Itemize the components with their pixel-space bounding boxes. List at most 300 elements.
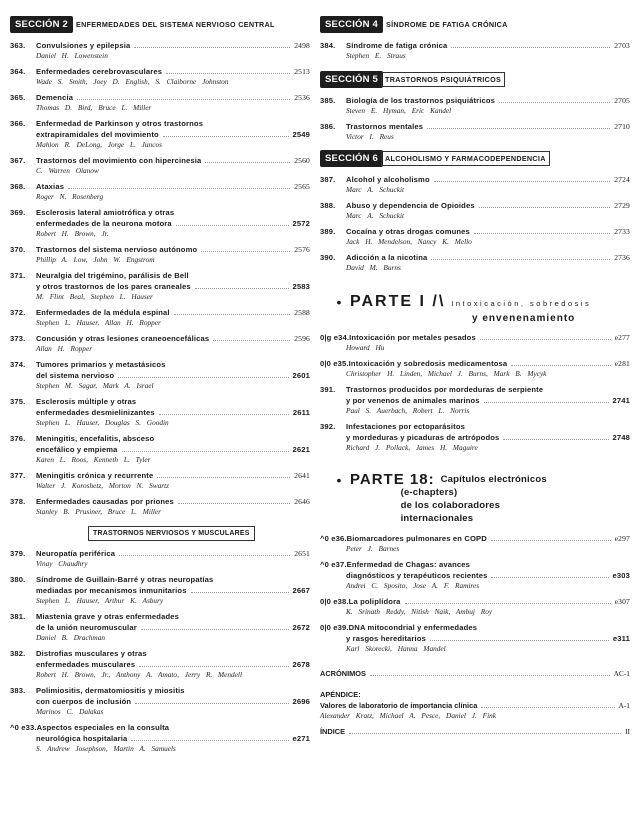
chapter-number: 384.	[320, 41, 336, 50]
chapter-title: Abuso y dependencia de Opioides	[346, 201, 475, 210]
dot-leader	[131, 740, 288, 741]
chapter-title: enfermedades desmielinizantes	[36, 408, 155, 417]
left-column	[10, 14, 310, 759]
toc-entry[interactable]	[320, 252, 630, 273]
chapter-title: Esclerosis múltiple y otras	[36, 397, 137, 406]
page-number: e277	[614, 333, 630, 342]
toc-entry-line	[320, 622, 630, 633]
toc-entry[interactable]	[10, 155, 310, 176]
subsection-title: TRASTORNOS NERVIOSOS Y MUSCULARES	[88, 526, 255, 541]
section-2-header	[10, 14, 310, 34]
chapter-authors: Paul S. Auerbach, Robert L. Norris	[346, 406, 470, 415]
toc-entry[interactable]	[10, 359, 310, 391]
dot-leader	[511, 365, 610, 366]
chapter-title: y rasgos hereditarios	[346, 634, 426, 643]
toc-list-section-6	[320, 174, 630, 273]
dot-leader	[176, 225, 289, 226]
chapter-title: Meningitis crónica y recurrente	[36, 471, 154, 480]
toc-entry[interactable]	[320, 559, 630, 591]
part-subtitle-line: internacionales	[400, 513, 474, 524]
chapter-authors: Andrei C. Sposito, Jose A. F. Ramires	[346, 581, 480, 590]
chapter-authors: Karen L. Roos, Kenneth L. Tyler	[36, 455, 151, 464]
chapter-title: Trastornos del movimiento con hipercinesia	[36, 156, 202, 165]
chapter-authors: Richard J. Pollack, James H. Maguire	[346, 443, 478, 452]
chapter-authors: Karl Skorecki, Hanna Mandel	[346, 644, 446, 653]
chapter-authors: Robert H. Brown, Jr.	[36, 229, 109, 238]
chapter-title: Intoxicación por metales pesados	[349, 333, 476, 342]
toc-entry[interactable]	[10, 496, 310, 517]
chapter-title: Adicción a la nicotina	[346, 253, 428, 262]
page-number: 2678	[292, 660, 310, 669]
chapter-number: 375.	[10, 397, 26, 406]
toc-entry[interactable]	[320, 226, 630, 247]
page-number: 2703	[614, 41, 630, 50]
chapter-title: Enfermedades de la médula espinal	[36, 308, 170, 317]
chapter-authors: Stephen L. Hauser, Arthur K. Asbury	[36, 596, 164, 605]
chapter-number: ^0 e37.	[320, 560, 347, 569]
dot-leader	[159, 414, 289, 415]
chapter-number: 365.	[10, 93, 26, 102]
toc-entry[interactable]	[10, 470, 310, 491]
dot-leader	[431, 259, 610, 260]
chapter-title: Neuralgia del trigémino, parálisis de Bell	[36, 271, 189, 280]
section-title: SÍNDROME DE FATIGA CRÓNICA	[386, 19, 508, 29]
chapter-title: y por venenos de animales marinos	[346, 396, 480, 405]
page-number: e307	[614, 597, 630, 606]
toc-entry[interactable]	[10, 574, 310, 606]
chapter-number: 366.	[10, 119, 26, 128]
chapter-number: 391.	[320, 385, 336, 394]
toc-entry-line	[320, 252, 630, 263]
toc-entry-line	[10, 585, 310, 596]
toc-entry-line	[10, 574, 310, 585]
part-subtitle-line: de los colaboradores	[400, 500, 501, 511]
chapter-title: Infestaciones por ectoparásitos	[346, 422, 466, 431]
toc-entry-line	[320, 384, 630, 395]
right-column	[320, 14, 630, 737]
dot-leader	[503, 439, 608, 440]
chapter-authors: Howard Hu	[346, 343, 385, 352]
toc-entry-line	[10, 40, 310, 51]
dot-leader	[480, 339, 611, 340]
toc-entry-line	[10, 307, 310, 318]
part-title: PARTE 18:	[350, 471, 435, 488]
dot-leader	[195, 288, 289, 289]
chapter-title: Miastenia grave y otras enfermedades	[36, 612, 179, 621]
toc-entry-line	[10, 611, 310, 622]
chapter-authors: Daniel B. Drachman	[36, 633, 106, 642]
chapter-title: Polimiositis, dermatomiositis y miositis	[36, 686, 185, 695]
chapter-authors: S. Andrew Josephson, Martin A. Samuels	[36, 744, 176, 753]
chapter-authors: Marinos C. Dalakas	[36, 707, 104, 716]
toc-label: ÍNDICE	[320, 727, 346, 736]
page-number: 2729	[614, 201, 630, 210]
chapter-number: ^0 e36.	[320, 534, 347, 543]
chapter-number: 0|0 e35.	[320, 359, 349, 368]
page-number: 2583	[292, 282, 310, 291]
chapter-authors: Robert H. Brown, Jr., Anthony A. Amato, Jerry R. Mendell	[36, 670, 242, 679]
toc-entry-line	[10, 92, 310, 103]
chapter-title: enfermedades musculares	[36, 660, 136, 669]
page-number: 2651	[294, 549, 310, 558]
chapter-title: Distrofias musculares y otras	[36, 649, 147, 658]
chapter-title: Demencia	[36, 93, 74, 102]
dot-leader	[499, 102, 610, 103]
dot-leader	[166, 73, 290, 74]
toc-indice[interactable]	[320, 726, 630, 737]
toc-entry[interactable]	[10, 270, 310, 302]
toc-entry-line	[10, 696, 310, 707]
toc-list-section-4	[320, 40, 630, 61]
dot-leader	[77, 99, 290, 100]
toc-entry[interactable]	[320, 121, 630, 142]
toc-entry-line	[10, 685, 310, 696]
page-number: 2565	[294, 182, 310, 191]
toc-entry[interactable]	[10, 244, 310, 265]
page-number: 2536	[294, 93, 310, 102]
toc-entry-line	[320, 395, 630, 406]
toc-label: APÉNDICE:	[320, 690, 361, 699]
chapter-title: Trastornos mentales	[346, 122, 424, 131]
chapter-number: 381.	[10, 612, 26, 621]
chapter-title: Neuropatía periférica	[36, 549, 116, 558]
chapter-title: neurológica hospitalaria	[36, 734, 128, 743]
toc-entry-line	[320, 533, 630, 544]
chapter-title: Síndrome de Guillain-Barré y otras neuropatías	[36, 575, 214, 584]
dot-leader	[141, 629, 289, 630]
toc-entry-line	[320, 95, 630, 106]
chapter-number: 382.	[10, 649, 26, 658]
chapter-authors: Steven E. Hyman, Eric Kandel	[346, 106, 452, 115]
chapter-authors: Stanley B. Prusiner, Bruce L. Miller	[36, 507, 161, 516]
toc-apendice-label	[320, 689, 630, 700]
toc-entry[interactable]	[10, 648, 310, 680]
toc-entry-line	[320, 596, 630, 607]
chapter-title: Alcohol y alcoholismo	[346, 175, 430, 184]
chapter-authors: Vinay Chaudhry	[36, 559, 88, 568]
dot-leader	[405, 603, 611, 604]
toc-entry-line	[10, 181, 310, 192]
toc-page: A-1	[618, 701, 630, 710]
chapter-title: Cocaína y otras drogas comunes	[346, 227, 470, 236]
toc-entry[interactable]	[10, 685, 310, 717]
chapter-number: 367.	[10, 156, 26, 165]
toc-entry[interactable]	[320, 200, 630, 221]
page-number: 2710	[614, 122, 630, 131]
dot-leader	[491, 540, 611, 541]
toc-list-part-18	[320, 533, 630, 654]
toc-entry[interactable]	[10, 66, 310, 87]
part-subtitle: Intoxicación, sobredosis	[451, 299, 592, 308]
chapter-authors: Jack H. Mendelson, Nancy K. Mello	[346, 237, 472, 246]
chapter-title: Meningitis, encefalitis, absceso	[36, 434, 155, 443]
back-matter	[320, 668, 630, 737]
toc-authors: Alexander Kratz, Michael A. Pesce, Daniel J. Fink	[320, 711, 496, 720]
dot-leader	[491, 577, 608, 578]
toc-entry-line	[10, 444, 310, 455]
toc-entry[interactable]	[10, 118, 310, 150]
toc-entry-line	[320, 421, 630, 432]
page-number: 2672	[292, 623, 310, 632]
chapter-authors: Marc A. Schuckit	[346, 185, 405, 194]
toc-entry[interactable]	[320, 596, 630, 617]
toc-entry-line	[10, 648, 310, 659]
dot-leader	[213, 340, 290, 341]
chapter-authors: Allan H. Ropper	[36, 344, 93, 353]
dot-leader	[427, 128, 610, 129]
chapter-authors: M. Flint Beal, Stephen L. Hauser	[36, 292, 153, 301]
chapter-number: 392.	[320, 422, 336, 431]
page-number: e281	[614, 359, 630, 368]
chapter-title: extrapiramidales del movimiento	[36, 130, 159, 139]
chapter-title: DNA mitocondrial y enfermedades	[348, 623, 478, 632]
toc-entry[interactable]	[320, 40, 630, 61]
chapter-title: Enfermedades cerebrovasculares	[36, 67, 163, 76]
chapter-authors: Daniel H. Lowenstein	[36, 51, 108, 60]
chapter-title: Biomarcadores pulmonares en COPD	[346, 534, 487, 543]
chapter-authors: Wade S. Smith, Joey D. English, S. Claiborne Johnston	[36, 77, 229, 86]
dot-leader	[174, 314, 291, 315]
toc-page: AC-1	[613, 669, 630, 678]
chapter-title: Enfermedad de Chagas: avances	[346, 560, 470, 569]
toc-list-neuromuscular	[10, 548, 310, 754]
chapter-title: enfermedades de la neurona motora	[36, 219, 172, 228]
chapter-authors: Phillip A. Low, John W. Engstrom	[36, 255, 155, 264]
toc-entry-line	[10, 244, 310, 255]
chapter-authors: Victor I. Reus	[346, 132, 394, 141]
chapter-number: 377.	[10, 471, 26, 480]
page-number: 2641	[294, 471, 310, 480]
chapter-title: y otros trastornos de los pares craneales	[36, 282, 191, 291]
chapter-title: del sistema nervioso	[36, 371, 115, 380]
chapter-number: 386.	[320, 122, 336, 131]
toc-entry-line	[10, 129, 310, 140]
bullet-icon: •	[336, 294, 342, 310]
page-number: 2741	[612, 396, 630, 405]
toc-entry-line	[320, 200, 630, 211]
toc-entry-line	[10, 433, 310, 444]
page-number: 2705	[614, 96, 630, 105]
toc-entry-line	[320, 226, 630, 237]
toc-label: ACRÓNIMOS	[320, 669, 366, 678]
chapter-title: Trastornos del sistema nervioso autónomo	[36, 245, 198, 254]
page-number: 2736	[614, 253, 630, 262]
chapter-title: Enfermedad de Parkinson y otros trastornos	[36, 119, 204, 128]
chapter-title: Trastornos producidos por mordeduras de serpiente	[346, 385, 544, 394]
toc-entry-line	[10, 407, 310, 418]
chapter-authors: Thomas D. Bird, Bruce L. Miller	[36, 103, 152, 112]
toc-entry-line	[10, 659, 310, 670]
part-subtitle-line: (e-chapters)	[400, 487, 458, 498]
part-18-header	[320, 471, 630, 525]
page-number: 2733	[614, 227, 630, 236]
page-number: 2572	[292, 219, 310, 228]
toc-list-part-17	[320, 332, 630, 453]
chapter-number: ^0 e33.	[10, 723, 37, 732]
part-title: PARTE I /\	[350, 293, 446, 310]
chapter-authors: Stephen L. Hauser, Douglas S. Goodin	[36, 418, 169, 427]
part-subtitle-2: y envenenamiento	[472, 313, 576, 324]
chapter-title: Biología de los trastornos psiquiátricos	[346, 96, 496, 105]
section-badge: SECCIÓN 5	[320, 71, 383, 88]
dot-leader	[178, 503, 290, 504]
toc-entry-line	[320, 332, 630, 343]
section-badge: SECCIÓN 6	[320, 150, 383, 167]
dot-leader	[201, 251, 290, 252]
toc-entry[interactable]	[320, 174, 630, 195]
page-number: 2696	[292, 697, 310, 706]
page-number: 2560	[294, 156, 310, 165]
dot-leader	[157, 477, 290, 478]
toc-entry-line	[320, 570, 630, 581]
chapter-number: 372.	[10, 308, 26, 317]
toc-entry[interactable]	[10, 92, 310, 113]
dot-leader	[451, 47, 610, 48]
toc-entry-line	[10, 722, 310, 733]
toc-entry[interactable]	[320, 95, 630, 116]
chapter-title: Esclerosis lateral amiotrófica y otras	[36, 208, 175, 217]
chapter-authors: Marc A. Schuckit	[346, 211, 405, 220]
chapter-title: diagnósticos y terapéuticos recientes	[346, 571, 488, 580]
chapter-authors: Roger N. Rosenberg	[36, 192, 104, 201]
toc-entry[interactable]	[10, 207, 310, 239]
chapter-number: 0|g e34.	[320, 333, 350, 342]
toc-entry[interactable]	[10, 40, 310, 61]
part-subtitle-line: Capítulos electrónicos	[440, 474, 547, 485]
section-badge: SECCIÓN 2	[10, 16, 73, 33]
toc-entry[interactable]	[10, 396, 310, 428]
dot-leader	[139, 666, 288, 667]
toc-acronimos[interactable]	[320, 668, 630, 679]
toc-entry[interactable]	[320, 332, 630, 353]
toc-entry[interactable]	[10, 433, 310, 465]
toc-entry-line	[10, 218, 310, 229]
chapter-title: con cuerpos de inclusión	[36, 697, 132, 706]
chapter-title: y mordeduras y picaduras de artrópodos	[346, 433, 500, 442]
page-number: 2513	[294, 67, 310, 76]
chapter-number: 385.	[320, 96, 336, 105]
chapter-authors: C. Warren Olanow	[36, 166, 99, 175]
toc-entry[interactable]	[320, 421, 630, 453]
dot-leader	[430, 640, 609, 641]
section-badge: SECCIÓN 4	[320, 16, 383, 33]
chapter-number: 383.	[10, 686, 26, 695]
toc-entry-line	[10, 66, 310, 77]
toc-label: Valores de laboratorio de importancia clínica	[320, 701, 478, 710]
page-number: 2601	[292, 371, 310, 380]
toc-entry[interactable]	[320, 533, 630, 554]
chapter-title: Concusión y otras lesiones craneoencefálicas	[36, 334, 210, 343]
dot-leader	[163, 136, 289, 137]
chapter-title: mediadas por mecanismos inmunitarios	[36, 586, 187, 595]
toc-entry-line	[10, 548, 310, 559]
section-title: TRASTORNOS PSIQUIÁTRICOS	[381, 72, 505, 87]
toc-entry-line	[10, 281, 310, 292]
chapter-number: 364.	[10, 67, 26, 76]
chapter-number: 368.	[10, 182, 26, 191]
chapter-title: Ataxias	[36, 182, 65, 191]
chapter-number: 388.	[320, 201, 336, 210]
toc-entry[interactable]	[10, 611, 310, 643]
chapter-title: Síndrome de fatiga crónica	[346, 41, 448, 50]
toc-entry-line	[10, 333, 310, 344]
toc-entry[interactable]	[320, 358, 630, 379]
part-17-header	[320, 293, 630, 324]
chapter-number: 0|0 e39.	[320, 623, 349, 632]
chapter-authors: David M. Burns	[346, 263, 401, 272]
page-number: 2621	[292, 445, 310, 454]
chapter-number: 379.	[10, 549, 26, 558]
toc-apendice[interactable]	[320, 700, 630, 711]
chapter-authors: Stephen L. Hauser, Allan H. Ropper	[36, 318, 161, 327]
dot-leader	[481, 707, 614, 708]
page-number: 2596	[294, 334, 310, 343]
section-title: ENFERMEDADES DEL SISTEMA NERVIOSO CENTRAL	[76, 19, 275, 29]
toc-entry-line	[320, 358, 630, 369]
chapter-title: Tumores primarios y metastásicos	[36, 360, 166, 369]
chapter-number: 369.	[10, 208, 26, 217]
chapter-number: 0|0 e38.	[320, 597, 349, 606]
dot-leader	[349, 733, 621, 734]
chapter-authors: Mahlon R. DeLong, Jorge L. Juncos	[36, 140, 162, 149]
chapter-authors: Stephen E. Straus	[346, 51, 406, 60]
section-5-header	[320, 69, 630, 89]
toc-entry[interactable]	[10, 307, 310, 328]
toc-entry[interactable]	[10, 722, 310, 754]
dot-leader	[122, 451, 289, 452]
chapter-number: 374.	[10, 360, 26, 369]
toc-entry-line	[10, 155, 310, 166]
chapter-title: La poliplídora	[348, 597, 401, 606]
chapter-number: 389.	[320, 227, 336, 236]
toc-entry-line	[320, 174, 630, 185]
dot-leader	[118, 377, 288, 378]
chapter-title: Intoxicación y sobredosis medicamentosa	[348, 359, 508, 368]
page-number: 2498	[294, 41, 310, 50]
chapter-number: 371.	[10, 271, 26, 280]
toc-entry[interactable]	[10, 181, 310, 202]
page-number: 2611	[292, 408, 310, 417]
page-number: 2646	[294, 497, 310, 506]
chapter-number: 376.	[10, 434, 26, 443]
toc-entry[interactable]	[10, 548, 310, 569]
toc-list-section-5	[320, 95, 630, 142]
toc-entry-line	[10, 118, 310, 129]
toc-entry-line	[10, 359, 310, 370]
page-number: 2549	[292, 130, 310, 139]
dot-leader	[191, 592, 289, 593]
page-number: 2724	[614, 175, 630, 184]
chapter-title: encefálico y empiema	[36, 445, 118, 454]
toc-entry[interactable]	[10, 333, 310, 354]
chapter-title: de la unión neuromuscular	[36, 623, 137, 632]
toc-entry[interactable]	[320, 384, 630, 416]
section-4-header	[320, 14, 630, 34]
toc-entry-line	[320, 432, 630, 443]
toc-entry[interactable]	[320, 622, 630, 654]
page-number: 2588	[294, 308, 310, 317]
toc-entry-line	[10, 370, 310, 381]
toc-page: II	[625, 727, 630, 736]
toc-entry-line	[10, 496, 310, 507]
section-6-header	[320, 148, 630, 168]
chapter-authors: Stephen M. Sagar, Mark A. Israel	[36, 381, 154, 390]
toc-entry-line	[320, 559, 630, 570]
chapter-number: 387.	[320, 175, 336, 184]
chapter-number: 370.	[10, 245, 26, 254]
page-number: 2667	[292, 586, 310, 595]
chapter-authors: Peter J. Barnes	[346, 544, 400, 553]
